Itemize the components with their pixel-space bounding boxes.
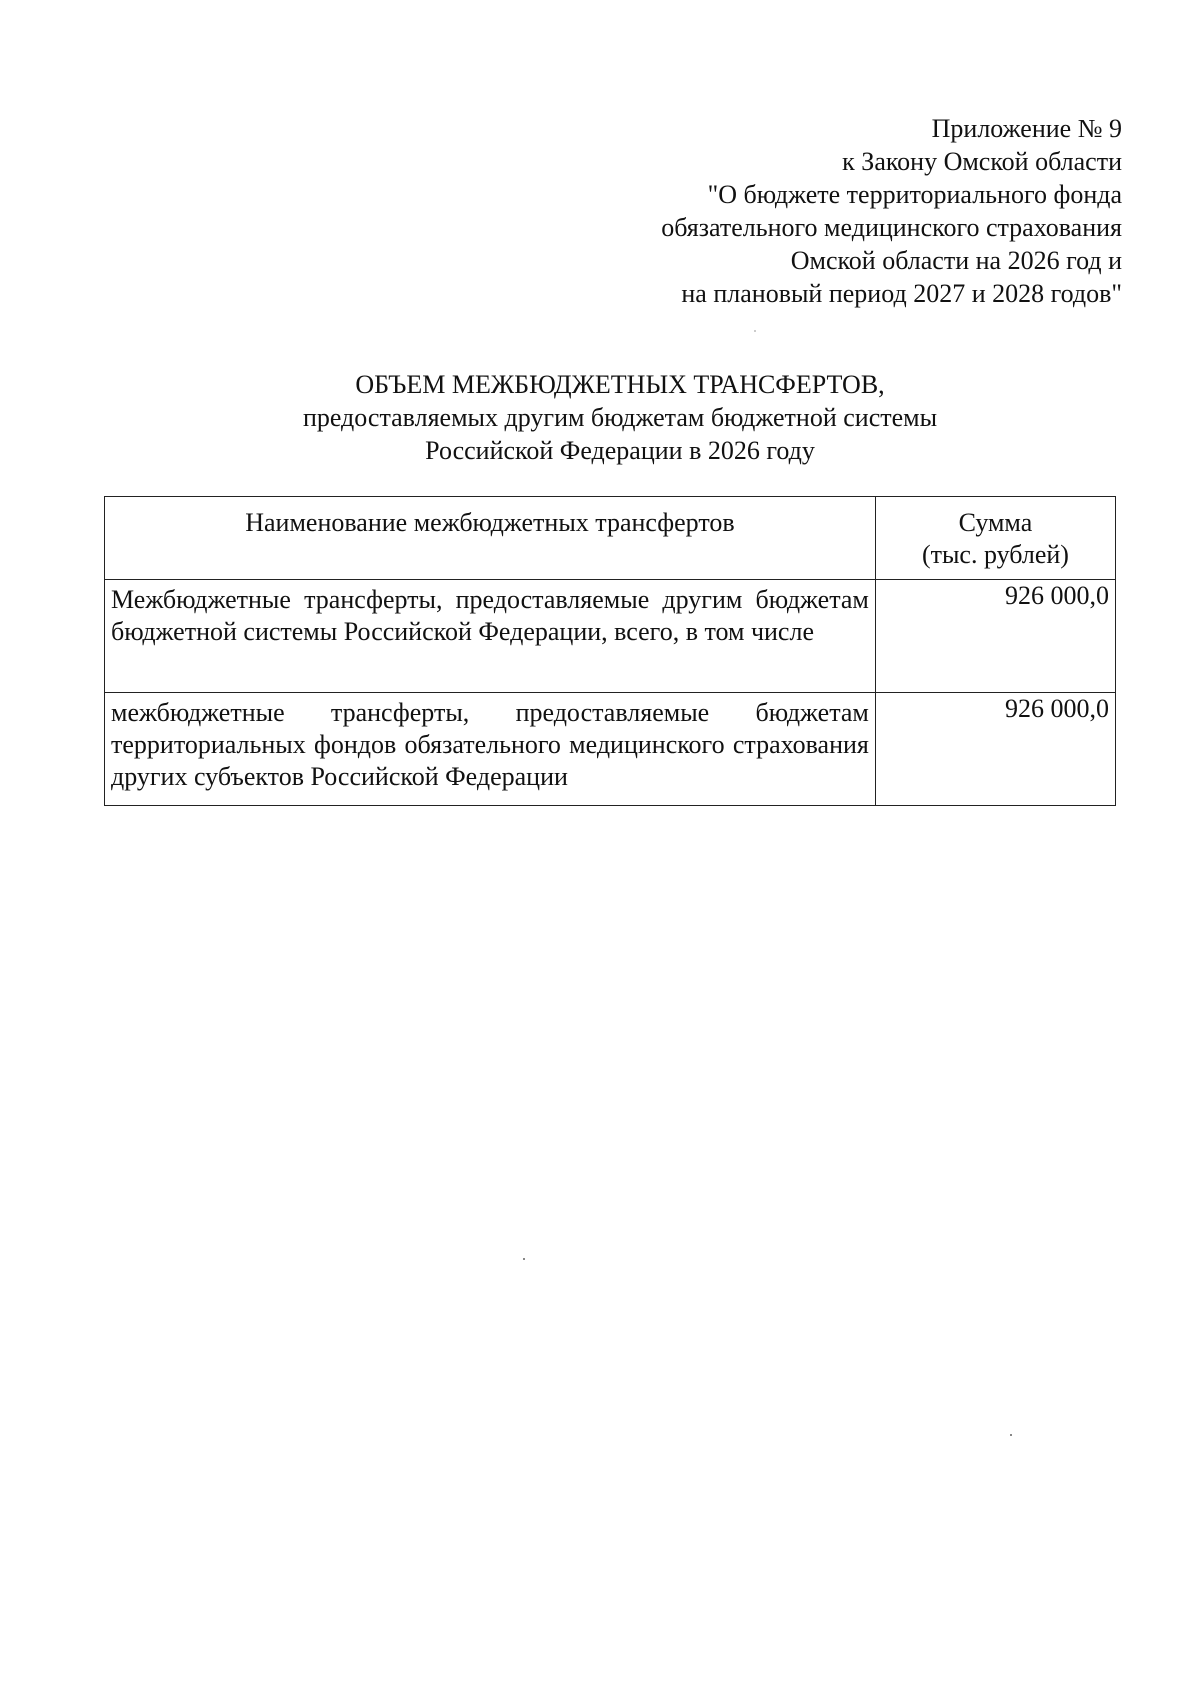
column-header-sum-unit: (тыс. рублей) bbox=[921, 540, 1069, 569]
appendix-line: Приложение № 9 bbox=[931, 114, 1122, 143]
table-row bbox=[105, 693, 1116, 806]
table-row bbox=[105, 580, 1116, 693]
appendix-line: к Закону Омской области bbox=[842, 147, 1122, 176]
appendix-line: на плановый период 2027 и 2028 годов" bbox=[681, 279, 1122, 308]
scan-speck bbox=[1010, 1434, 1012, 1436]
row-sum-cell: 926 000,0 bbox=[875, 693, 1115, 806]
title-subtitle-line: предоставляемых другим бюджетам бюджетной системы bbox=[302, 403, 938, 432]
appendix-line: Омской области на 2026 год и bbox=[790, 246, 1122, 275]
row-sum-cell: 926 000,0 bbox=[875, 580, 1115, 693]
title-subtitle-line: Российской Федерации в 2026 году bbox=[425, 436, 815, 465]
appendix-header bbox=[661, 112, 1122, 310]
appendix-line: обязательного медицинского страхования bbox=[661, 213, 1122, 242]
appendix-line: "О бюджете территориального фонда bbox=[707, 180, 1122, 209]
column-header-sum bbox=[875, 497, 1115, 580]
row-name-cell: межбюджетные трансферты, предоставляемые бюджетам территориальных фондов обязательного медицинского страхования других субъектов Российской Федерации bbox=[105, 693, 876, 806]
row-name-cell: Межбюджетные трансферты, предоставляемые другим бюджетам бюджетной системы Российской Федерации, всего, в том числе bbox=[105, 580, 876, 693]
column-header-name: Наименование межбюджетных трансфертов bbox=[105, 497, 876, 580]
column-header-sum-line: Сумма bbox=[958, 508, 1033, 537]
scan-speck bbox=[754, 330, 756, 332]
transfers-table bbox=[104, 496, 1116, 806]
table-header-row bbox=[105, 497, 1116, 580]
document-title bbox=[0, 368, 1200, 467]
scan-speck bbox=[523, 1258, 525, 1260]
title-heading: ОБЪЕМ МЕЖБЮДЖЕТНЫХ ТРАНСФЕРТОВ, bbox=[355, 370, 885, 399]
